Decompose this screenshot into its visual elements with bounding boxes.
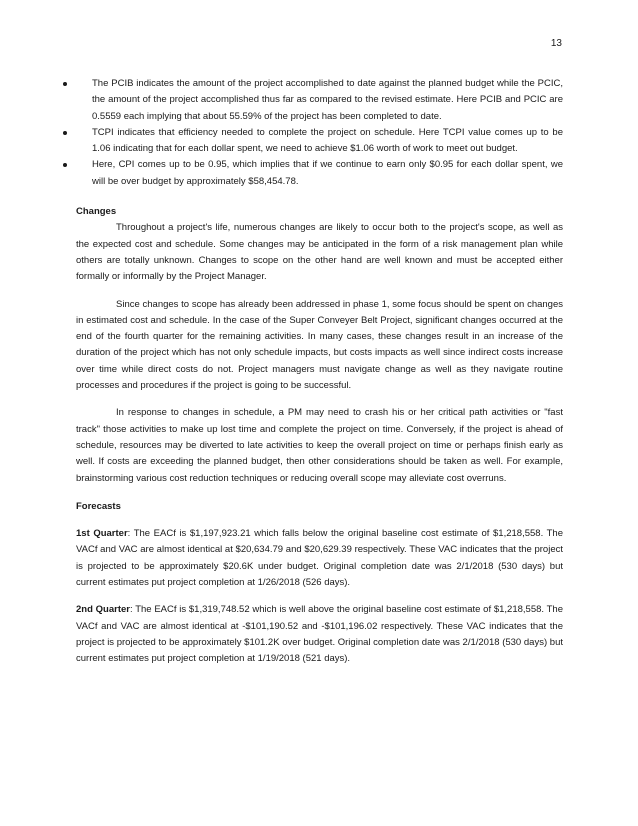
bullet-text: Here, CPI comes up to be 0.95, which implies that if we continue to earn only $0.95 for each dollar spent, we will be over budget by approximately $58,454.78. bbox=[92, 159, 563, 187]
forecasts-heading: Forecasts bbox=[76, 500, 121, 512]
page-content bbox=[76, 76, 563, 668]
forecast-paragraph-q1 bbox=[76, 526, 563, 591]
changes-paragraph: Throughout a project's life, numerous changes are likely to occur both to the project's scope, as well as the expected cost and schedule. Some changes may be anticipated in the form of a risk management plan while others are totally unknown. Changes to scope on the other hand are well known and must be accepted either formally or informally by the Project Manager. bbox=[76, 222, 563, 283]
forecast-quarter-label: 2nd Quarter bbox=[76, 604, 130, 616]
bullet-icon bbox=[63, 163, 67, 167]
forecast-quarter-label: 1st Quarter bbox=[76, 528, 128, 540]
bullet-item bbox=[76, 76, 563, 125]
bullet-icon bbox=[63, 82, 67, 86]
forecast-quarter-text: : The EACf is $1,319,748.52 which is well above the original baseline cost estimate of $1,218,558. The VACf and VAC are almost identical at -$101,190.52 and -$101,196.02 respectively. These VAC indicates that the project is projected to be approximately $101.2K over budget. Original completion date was 2/1/2018 (530 days) but current estimates put project completion at 1/19/2018 (521 days). bbox=[76, 604, 563, 665]
bullet-icon bbox=[63, 131, 67, 135]
bullet-text: TCPI indicates that efficiency needed to complete the project on schedule. Here TCPI value comes up to be 1.06 indicating that for each dollar spent, we need to achieve $1.06 worth of work to meet out budget. bbox=[92, 126, 563, 155]
bullet-text: The PCIB indicates the amount of the project accomplished to date against the planned budget while the PCIC, the amount of the project accomplished thus far as compared to the revised estimate. Here PCIB and PCIC are 0.5559 each implying that about 55.59% of the project has been completed to date. bbox=[92, 78, 563, 122]
bullet-item bbox=[76, 125, 563, 158]
page-number: 13 bbox=[550, 38, 562, 49]
changes-paragraph: In response to changes in schedule, a PM may need to crash his or her critical path activities or "fast track" those activities to make up lost time and complete the project on time. Conversely, if the project is ahead of schedule, resources may be diverted to late activities to keep the overall project on time or perhaps finish early as well. If costs are exceeding the planned budget, then other considerations should be taken as well. For example, brainstorming various cost reduction techniques or reducing overall scope may alleviate cost overruns. bbox=[76, 407, 563, 484]
forecast-quarter-text: : The EACf is $1,197,923.21 which falls below the original baseline cost estimate of $1,218,558. The VACf and VAC are almost identical at $20,634.79 and $20,629.39 respectively. These VAC indicates that the project is projected to be approximately $20.6K under budget. Original completion date was 2/1/2018 (530 days) but current estimates put project completion at 1/26/2018 (526 days). bbox=[76, 528, 563, 589]
summary-bullet-list bbox=[76, 76, 563, 190]
changes-paragraph: Since changes to scope has already been addressed in phase 1, some focus should be spent on changes in estimated cost and schedule. In the case of the Super Conveyer Belt Project, significant changes occurred at the end of the fourth quarter for the remaining activities. In many cases, these changes result in an increase of the duration of the project which has not only schedule impacts, but costs impacts as well since indirect costs increase over time while direct costs do not. Project managers must navigate change as well as they navigate routine processes and procedures if the project is going to be successful. bbox=[76, 298, 563, 392]
bullet-item bbox=[76, 157, 563, 190]
changes-heading: Changes bbox=[76, 206, 117, 218]
forecast-paragraph-q2 bbox=[76, 602, 563, 667]
